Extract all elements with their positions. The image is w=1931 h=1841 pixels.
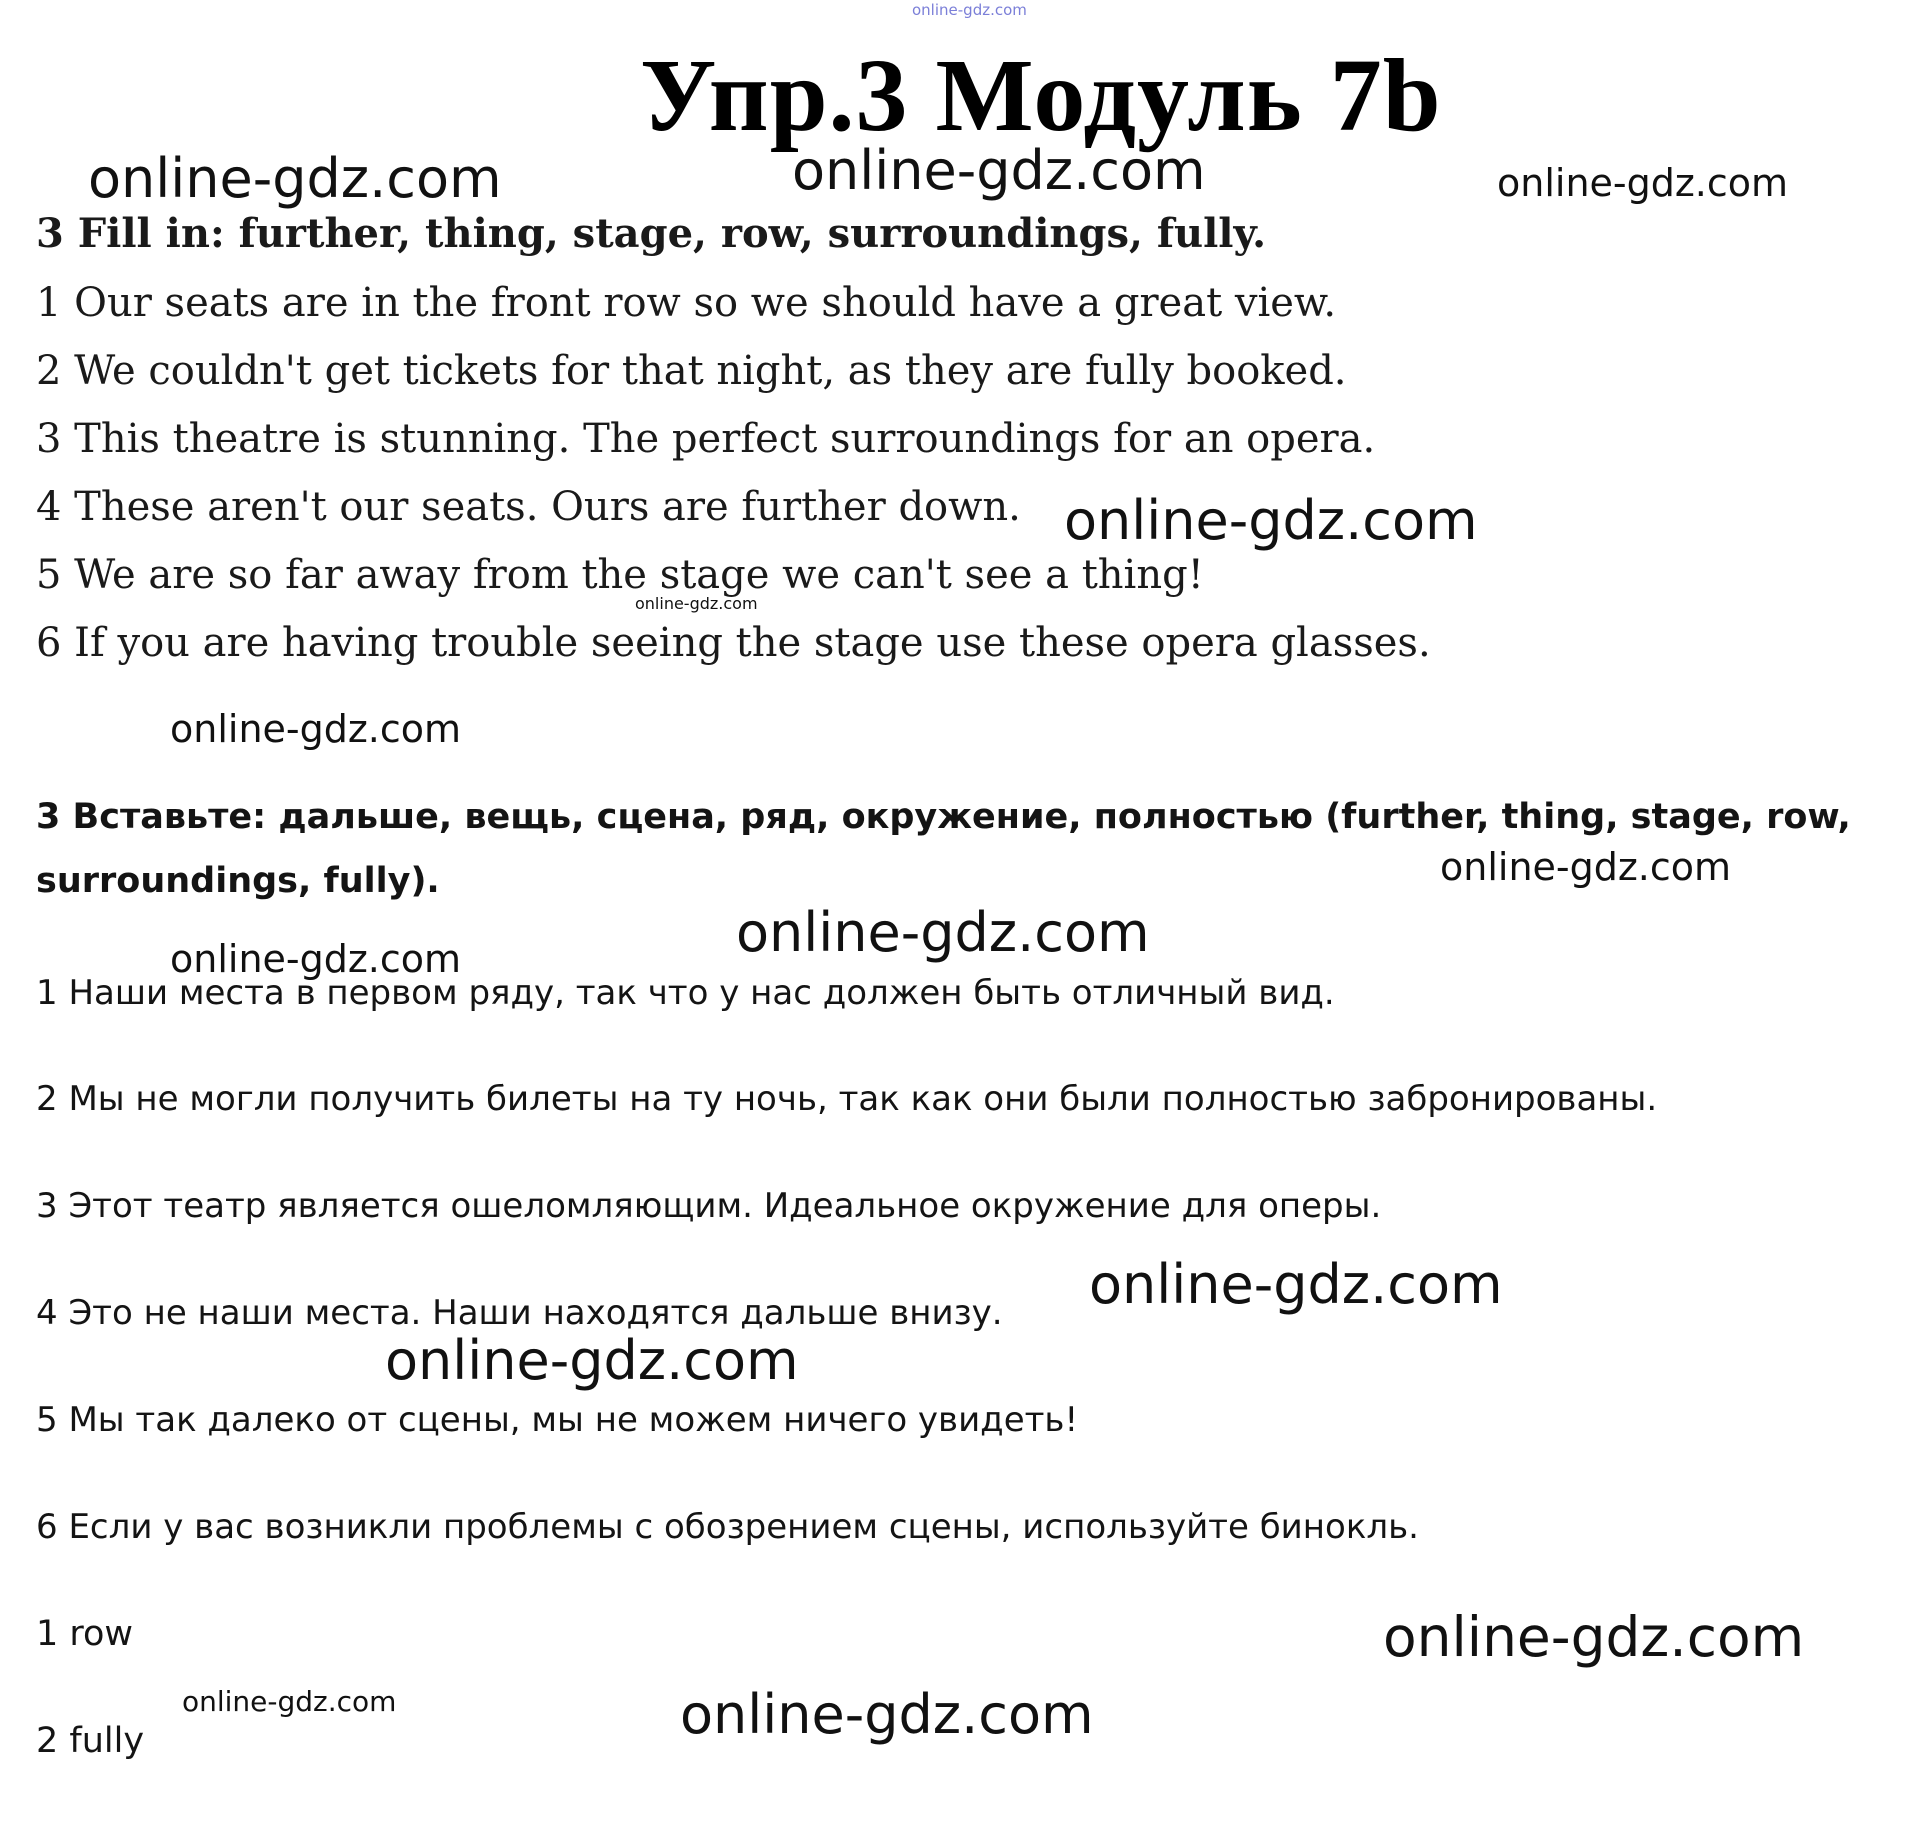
exercise-heading-russian-line-2: surroundings, fully).	[36, 861, 440, 901]
watermark: online-gdz.com	[170, 937, 462, 981]
watermark: online-gdz.com	[1440, 845, 1732, 889]
exercise-heading-english: 3 Fill in: further, thing, stage, row, surroundings, fully.	[36, 210, 1267, 257]
watermark: online-gdz.com	[680, 1683, 1094, 1746]
russian-line-3: 3 Этот театр является ошеломляющим. Идеальное окружение для оперы.	[36, 1186, 1382, 1226]
english-line-2: 2 We couldn't get tickets for that night, as they are fully booked.	[36, 348, 1347, 394]
english-line-3: 3 This theatre is stunning. The perfect surroundings for an opera.	[36, 416, 1376, 462]
watermark: online-gdz.com	[88, 147, 502, 210]
answer-2: 2 fully	[36, 1721, 145, 1761]
exercise-heading-russian-line-1: 3 Вставьте: дальше, вещь, сцена, ряд, окружение, полностью (further, thing, stage, row,	[36, 797, 1851, 837]
watermark: online-gdz.com	[912, 1, 1027, 19]
page-title: Упр.3 Модуль 7b	[640, 38, 1442, 153]
english-line-6: 6 If you are having trouble seeing the stage use these opera glasses.	[36, 620, 1431, 666]
russian-line-2: 2 Мы не могли получить билеты на ту ночь, так как они были полностью забронированы.	[36, 1079, 1658, 1119]
english-line-1: 1 Our seats are in the front row so we should have a great view.	[36, 280, 1337, 326]
watermark: online-gdz.com	[1497, 161, 1789, 205]
watermark: online-gdz.com	[385, 1329, 799, 1392]
russian-line-5: 5 Мы так далеко от сцены, мы не можем ничего увидеть!	[36, 1400, 1079, 1440]
watermark: online-gdz.com	[1089, 1253, 1503, 1316]
russian-line-6: 6 Если у вас возникли проблемы с обозрением сцены, используйте бинокль.	[36, 1507, 1419, 1547]
russian-line-4: 4 Это не наши места. Наши находятся дальше внизу.	[36, 1293, 1003, 1333]
watermark: online-gdz.com	[635, 594, 758, 613]
watermark: online-gdz.com	[736, 901, 1150, 964]
russian-line-1: 1 Наши места в первом ряду, так что у нас должен быть отличный вид.	[36, 973, 1335, 1013]
watermark: online-gdz.com	[792, 139, 1206, 202]
watermark: online-gdz.com	[182, 1685, 397, 1718]
watermark: online-gdz.com	[1383, 1605, 1805, 1669]
watermark: online-gdz.com	[170, 707, 462, 751]
english-line-4: 4 These aren't our seats. Ours are further down.	[36, 484, 1021, 530]
answer-1: 1 row	[36, 1614, 134, 1654]
english-line-5: 5 We are so far away from the stage we can't see a thing!	[36, 552, 1204, 598]
watermark: online-gdz.com	[1064, 489, 1478, 552]
